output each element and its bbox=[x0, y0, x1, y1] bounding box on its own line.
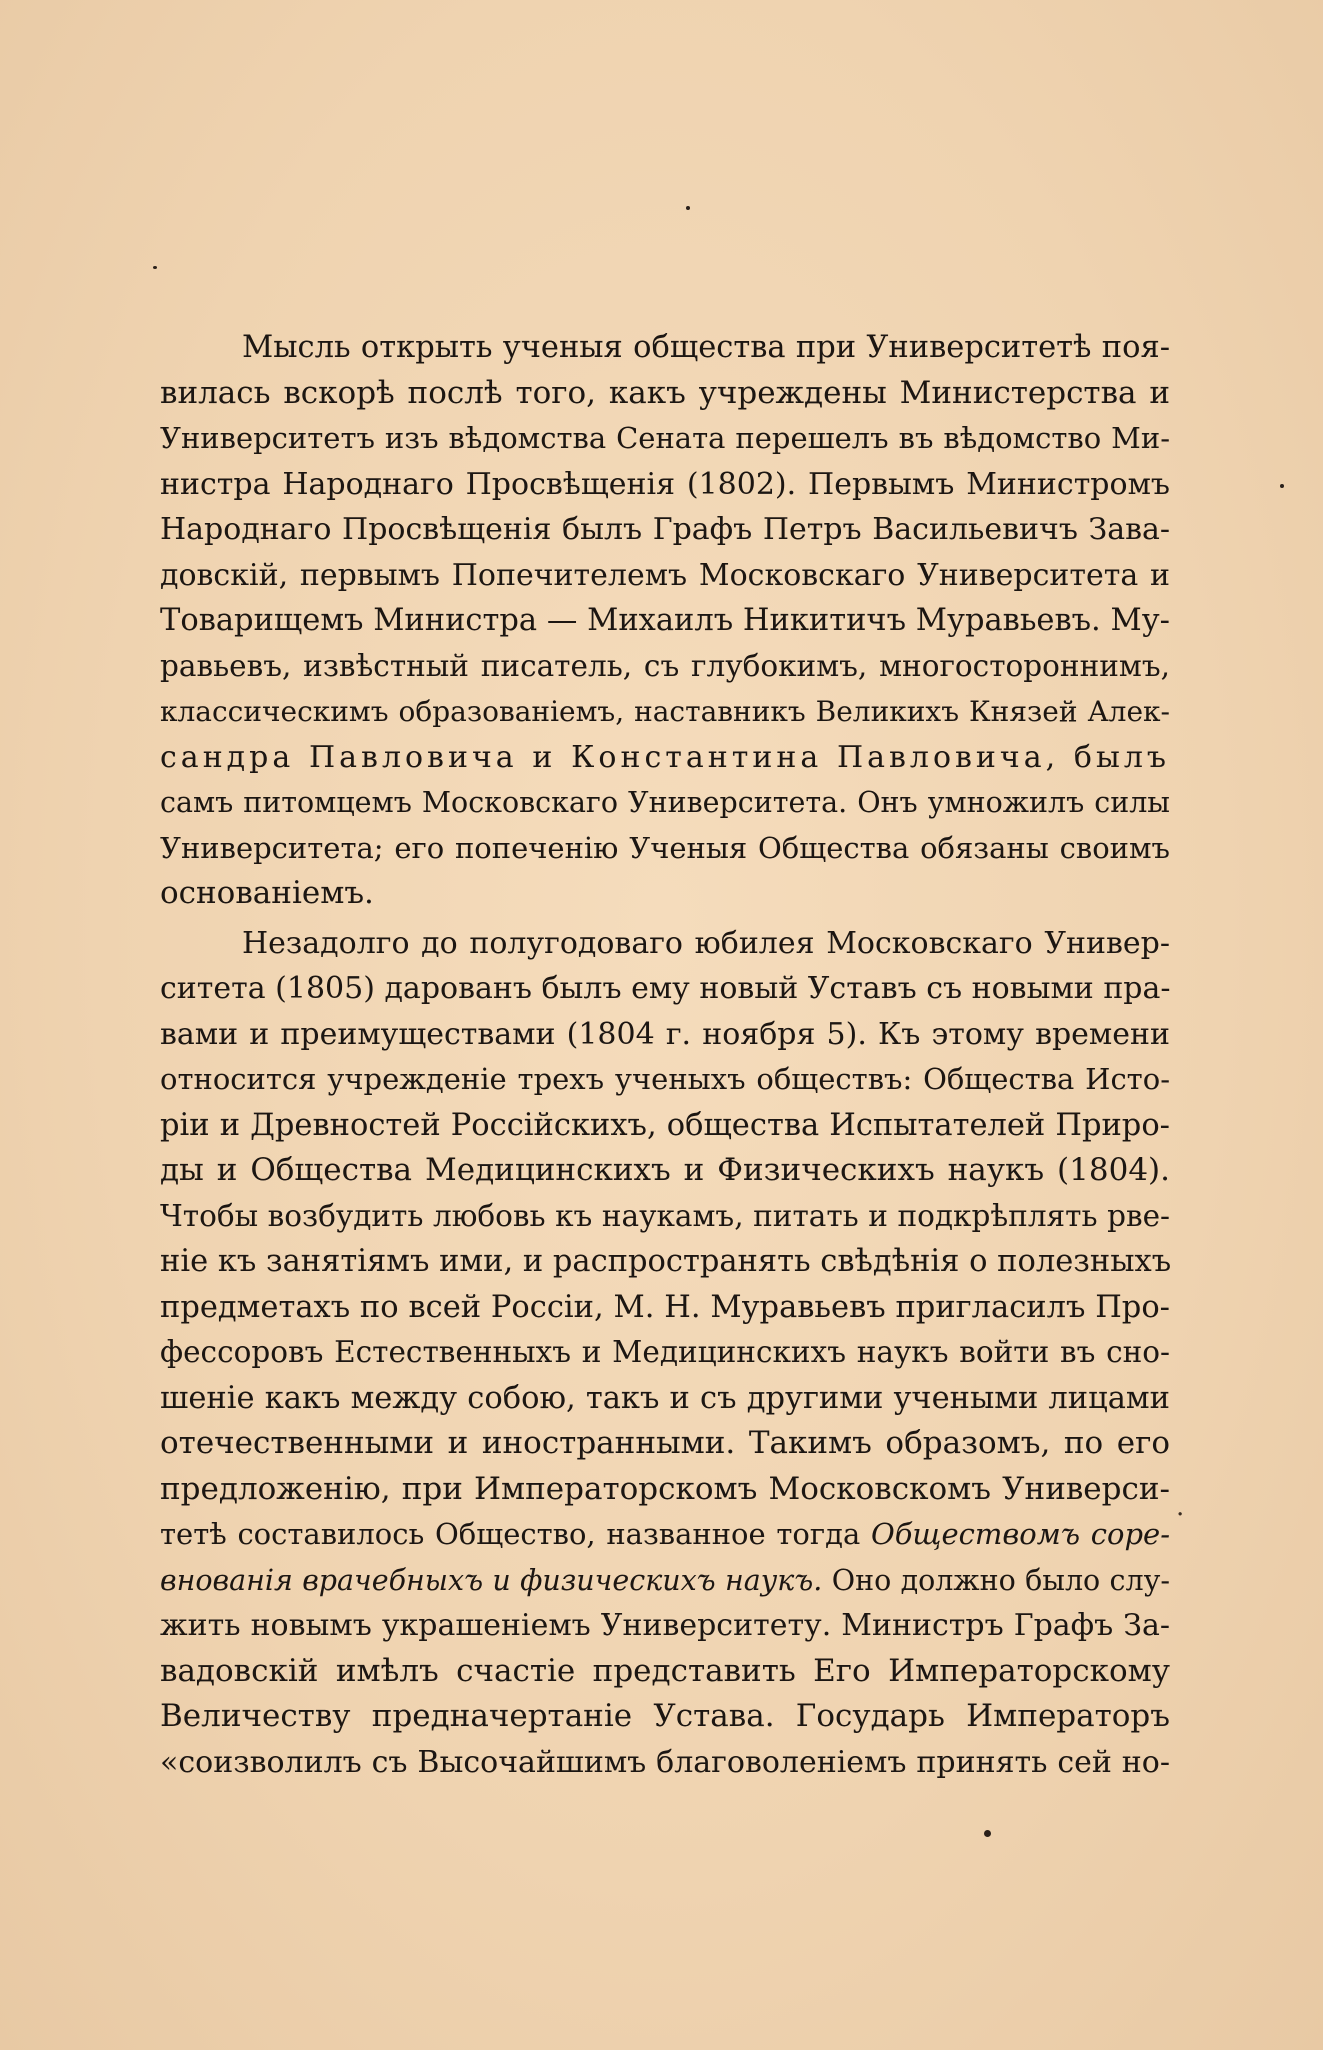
text-line: ды и Общества Медицинскихъ и Физическихъ наукъ (1804). bbox=[160, 1152, 1170, 1188]
text-line: ріи и Древностей Россійскихъ, общества Испытателей Приро- bbox=[160, 1107, 1170, 1143]
text-line: ніе къ занятіямъ ими, и распространять свѣдѣнія о полезныхъ bbox=[160, 1244, 1172, 1279]
text-line: вилась вскорѣ послѣ того, какъ учреждены Министерства и bbox=[160, 374, 1170, 411]
text-segment: тетѣ составилось Общество, названное тогда bbox=[160, 1517, 861, 1551]
ink-speck bbox=[984, 1830, 991, 1837]
text-line: предложенію, при Императорскомъ Московскомъ Универси- bbox=[160, 1470, 1170, 1507]
ink-speck bbox=[686, 206, 690, 210]
ink-speck bbox=[1280, 484, 1284, 488]
text-line: жить новымъ украшеніемъ Университету. Министръ Графъ За- bbox=[160, 1608, 1170, 1643]
paragraph-1 bbox=[160, 325, 1170, 917]
text-line: Товарищемъ Министра — Михаилъ Никитичъ Муравьевъ. Му- bbox=[160, 603, 1170, 638]
text-line: фессоровъ Естественныхъ и Медицинскихъ наукъ войти въ сно- bbox=[160, 1335, 1170, 1369]
italic-text-segment: Обществомъ соре- bbox=[870, 1517, 1171, 1551]
text-line: вадовскій имѣлъ счастіе представить Его Императорскому bbox=[160, 1652, 1170, 1689]
paragraph-2 bbox=[160, 921, 1170, 1786]
text-line: нистра Народнаго Просвѣщенія (1802). Первымъ Министромъ bbox=[160, 466, 1170, 502]
text-line: довскій, первымъ Попечителемъ Московскаго Университета и bbox=[160, 557, 1170, 593]
text-line: относится учрежденіе трехъ ученыхъ обществъ: Общества Исто- bbox=[160, 1062, 1170, 1096]
text-line-mixed bbox=[160, 1558, 1170, 1604]
text-line-mixed bbox=[160, 1512, 1170, 1558]
text-line: основаніемъ. bbox=[160, 875, 374, 911]
ink-speck bbox=[153, 266, 157, 269]
text-line: Народнаго Просвѣщенія былъ Графъ Петръ Васильевичъ Зава- bbox=[160, 512, 1170, 547]
document-text bbox=[160, 325, 1170, 1785]
text-line: «соизволилъ съ Высочайшимъ благоволеніемъ принять сей но- bbox=[160, 1744, 1170, 1780]
text-line: классическимъ образованіемъ, наставникъ Великихъ Князей Алек- bbox=[160, 695, 1170, 728]
text-line: Величеству предначертаніе Устава. Государь Императоръ bbox=[160, 1698, 1170, 1734]
text-line: ситета (1805) дарованъ былъ ему новый Уставъ съ новыми пра- bbox=[160, 971, 1171, 1006]
text-line: Университета; его попеченію Ученыя Общества обязаны своимъ bbox=[160, 830, 1170, 865]
text-line: Чтобы возбудить любовь къ наукамъ, питать и подкрѣплять рве- bbox=[160, 1198, 1170, 1233]
text-line: Университетъ изъ вѣдомства Сената перешелъ въ вѣдомство Ми- bbox=[160, 421, 1170, 455]
italic-text-segment: внованія врачебныхъ и физическихъ наукъ. bbox=[160, 1563, 823, 1597]
text-line: равьевъ, извѣстный писатель, съ глубокимъ, многостороннимъ, bbox=[160, 648, 1170, 683]
margin-mark: . bbox=[1176, 1492, 1185, 1522]
text-line: Мысль открыть ученыя общества при Университетѣ поя- bbox=[242, 330, 1170, 365]
text-segment: Оно должно было слу- bbox=[831, 1563, 1171, 1597]
text-line: сандра Павловича и Константина Павловича, былъ bbox=[160, 739, 1170, 775]
text-line: вами и преимуществами (1804 г. ноября 5). Къ этому времени bbox=[160, 1016, 1170, 1052]
text-line: Незадолго до полугодоваго юбилея Московскаго Универ- bbox=[242, 925, 1170, 961]
text-line: отечественными и иностранными. Такимъ образомъ, по его bbox=[160, 1425, 1170, 1461]
text-line: шеніе какъ между собою, такъ и съ другими учеными лицами bbox=[160, 1380, 1170, 1416]
text-line: предметахъ по всей Россіи, М. Н. Муравьевъ пригласилъ Про- bbox=[160, 1289, 1170, 1325]
text-line: самъ питомцемъ Московскаго Университета. Онъ умножилъ силы bbox=[160, 786, 1170, 819]
